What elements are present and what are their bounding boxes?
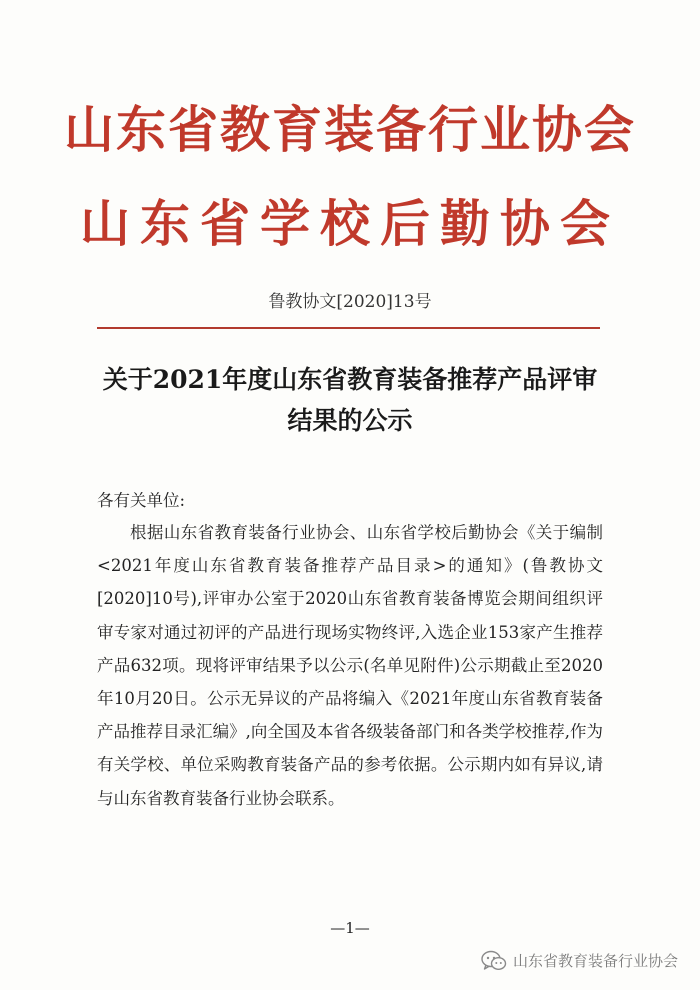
wechat-icon bbox=[481, 950, 507, 972]
issuer-name-secondary: 山东省学校后勤协会 bbox=[80, 194, 620, 253]
watermark-text: 山东省教育装备行业协会 bbox=[512, 952, 678, 970]
watermark bbox=[481, 950, 678, 972]
document-number: 鲁教协文[2020]13号 bbox=[268, 292, 432, 312]
document-title bbox=[0, 359, 700, 441]
title-line-2: 结果的公示 bbox=[287, 406, 413, 435]
body-paragraph: 根据山东省教育装备行业协会、山东省学校后勤协会《关于编制<2021年度山东省教育装备推荐产品目录>的通知》(鲁教协文[2020]10号),评审办公室于2020山东省教育装备博览会期间组织评审专家对通过初评的产品进行现场实物终评,入选企业153家产生推荐产品632项。现将评审结果予以公示(名单见附件)公示期截止至2020年10月20日。公示无异议的产品将编入《2021年度山东省教育装备产品推荐目录汇编》,向全国及本省各级装备部门和各类学校推荐,作为有关学校、单位采购教育装备产品的参考依据。公示期内如有异议,请与山东省教育装备行业协会联系。 bbox=[97, 523, 603, 808]
title-line-1: 关于2021年度山东省教育装备推荐产品评审 bbox=[102, 365, 598, 394]
salutation: 各有关单位: bbox=[97, 491, 186, 510]
header-divider bbox=[97, 327, 600, 329]
page-number: —1— bbox=[330, 919, 370, 937]
issuer-name-primary: 山东省教育装备行业协会 bbox=[64, 100, 636, 159]
